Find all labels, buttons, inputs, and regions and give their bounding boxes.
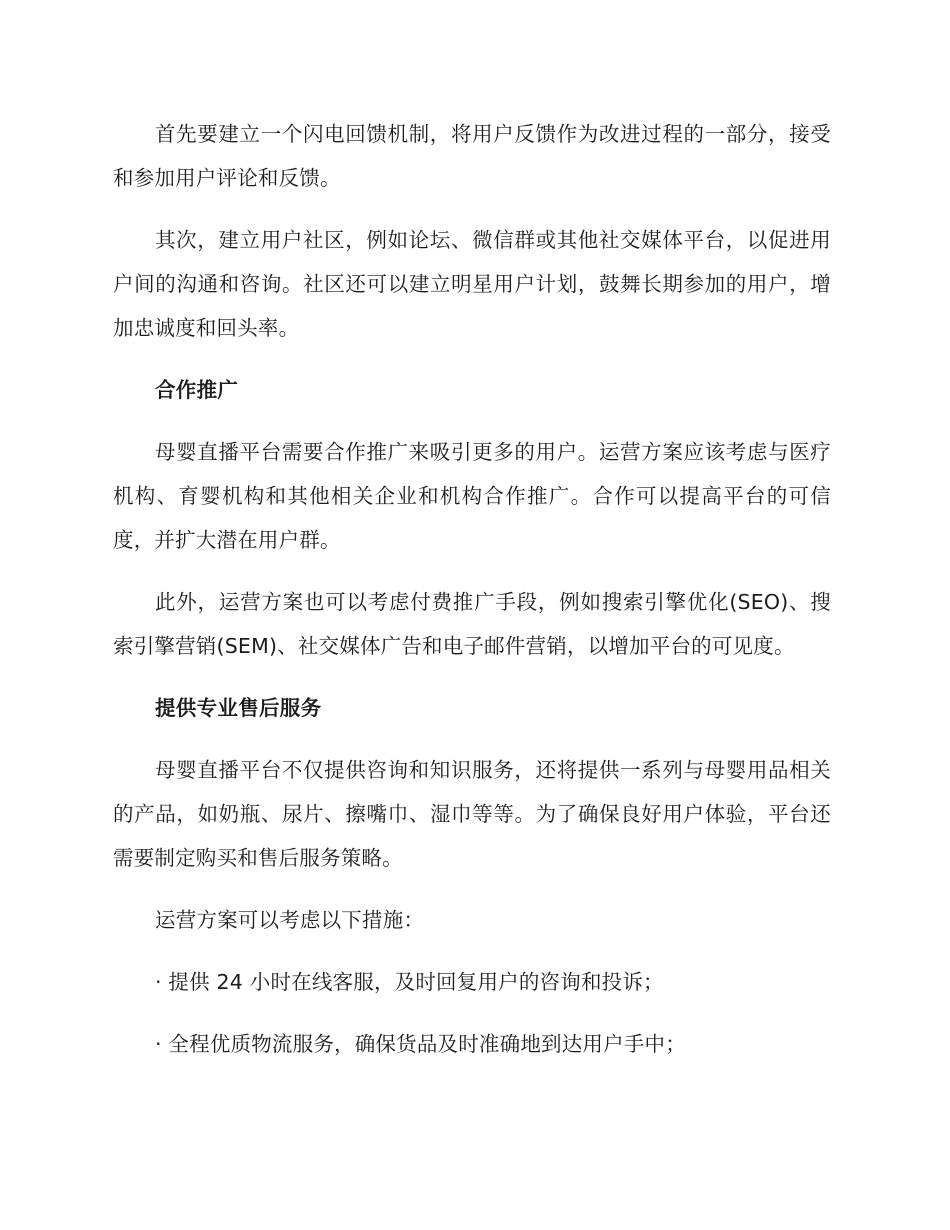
paragraph-cooperation: 母婴直播平台需要合作推广来吸引更多的用户。运营方案应该考虑与医疗机构、育婴机构和其他相关企业和机构合作推广。合作可以提高平台的可信度，并扩大潜在用户群。	[113, 440, 831, 552]
bullet-item: · 全程优质物流服务，确保货品及时准确地到达用户手中；	[155, 1032, 686, 1056]
paragraph-products: 母婴直播平台不仅提供咨询和知识服务，还将提供一系列与母婴用品相关的产品，如奶瓶、尿片、擦嘴巾、湿巾等等。为了确保良好用户体验，平台还需要制定购买和售后服务策略。	[113, 758, 831, 870]
document-body	[113, 112, 831, 1084]
section-heading-cooperation: 合作推广	[155, 378, 239, 402]
bullet-item: · 提供 24 小时在线客服，及时回复用户的咨询和投诉；	[155, 970, 664, 994]
section-heading-after-sales: 提供专业售后服务	[155, 696, 322, 720]
paragraph-measures-intro: 运营方案可以考虑以下措施：	[155, 908, 425, 932]
paragraph-feedback: 首先要建立一个闪电回馈机制，将用户反馈作为改进过程的一部分，接受和参加用户评论和反馈。	[113, 122, 831, 190]
paragraph-community: 其次，建立用户社区，例如论坛、微信群或其他社交媒体平台，以促进用户间的沟通和咨询。社区还可以建立明星用户计划，鼓舞长期参加的用户，增加忠诚度和回头率。	[113, 228, 831, 340]
paragraph-paid-promotion: 此外，运营方案也可以考虑付费推广手段，例如搜索引擎优化(SEO)、搜索引擎营销(SEM)、社交媒体广告和电子邮件营销，以增加平台的可见度。	[113, 590, 831, 658]
